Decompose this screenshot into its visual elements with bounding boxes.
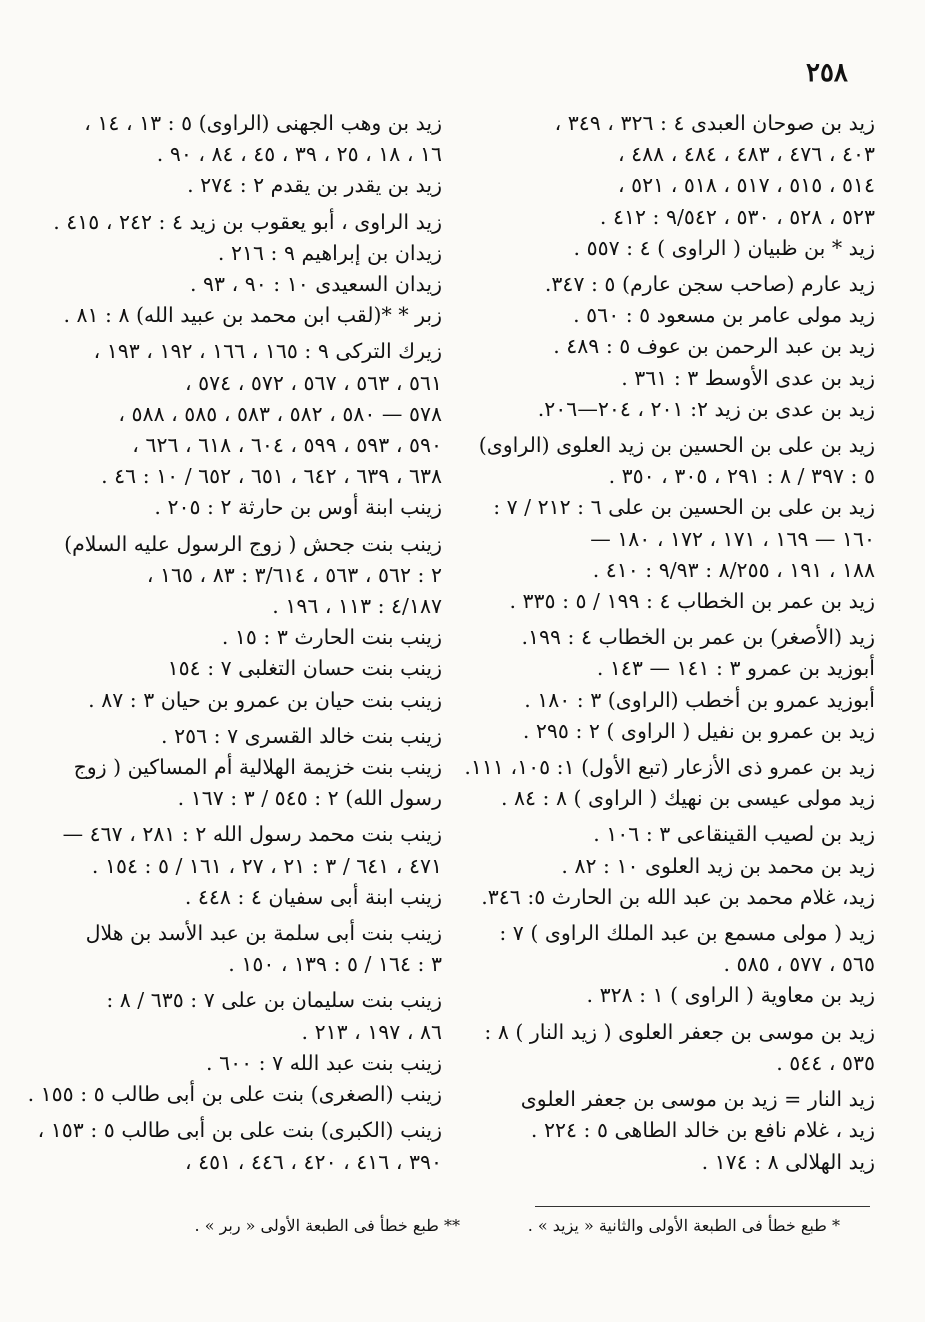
index-line: ١٦٠ — ١٦٩ ، ١٧١ ، ١٧٢ ، ١٨٠ — — [590, 526, 875, 551]
index-line: زينب بنت الحارث ٣ : ١٥ . — [221, 625, 442, 650]
index-line: زيرك التركى ٩ : ١٦٥ ، ١٦٦ ، ١٩٢ ، ١٩٣ ، — [93, 339, 442, 364]
index-line: زيد بن عدى بن زيد ٢: ٢٠١ ، ٢٠٤—٢٠٦. — [537, 396, 875, 421]
index-line: ٥١٤ ، ٥١٥ ، ٥١٧ ، ٥١٨ ، ٥٢١ ، — [618, 173, 875, 198]
index-line: زيد * بن ظبيان ( الراوى ) ٤ : ٥٥٧ . — [573, 235, 875, 260]
index-line: زينب (الكبرى) بنت على بن أبى طالب ٥ : ١٥٣ ، — [37, 1118, 442, 1143]
index-line: ٤٧١ ، ٦٤١ / ٣ : ٢١ ، ٢٧ ، ١٦١ / ٥ : ١٥٤ . — [91, 853, 442, 878]
index-line: زيد بن وهب الجهنى (الراوى) ٥ : ١٣ ، ١٤ ، — [84, 111, 442, 135]
index-line: زينب (الصغرى) بنت على بن أبى طالب ٥ : ١٥٥ . — [27, 1082, 442, 1107]
index-line: زبر * *(لقب ابن محمد بن عبيد الله) ٨ : ٨١ . — [63, 303, 442, 328]
index-line: زيد بن على بن الحسين بن زيد العلوى (الراوى) — [478, 433, 875, 458]
index-line: زيد ( مولى مسمع بن عبد الملك الراوى ) ٧ : — [499, 921, 875, 946]
index-line: زينب بنت سليمان بن على ٧ : ٦٣٥ / ٨ : — [106, 988, 442, 1013]
index-line: ٤/١٨٧ : ١١٣ ، ١٩٦ . — [272, 594, 442, 619]
index-line: زينب بنت محمد رسول الله ٢ : ٢٨١ ، ٤٦٧ — — [62, 822, 442, 847]
index-line: زيد بن يقدر بن يقدم ٢ : ٢٧٤ . — [187, 173, 442, 198]
index-line: ٨٦ ، ١٩٧ ، ٢١٣ . — [301, 1019, 442, 1044]
index-line: ٤٠٣ ، ٤٧٦ ، ٤٨٣ ، ٤٨٤ ، ٤٨٨ ، — [618, 142, 875, 167]
index-column-left — [22, 108, 442, 1178]
index-line: زينب بنت خالد القسرى ٧ : ٢٥٦ . — [161, 723, 442, 748]
index-line: ٥٧٨ — ٥٨٠ ، ٥٨٢ ، ٥٨٣ ، ٥٨٥ ، ٥٨٨ ، — [118, 401, 442, 426]
page-number: ٢٥٨ — [806, 58, 848, 88]
index-line: ٥ : ٣٩٧ / ٨ : ٢٩١ ، ٣٠٥ ، ٣٥٠ . — [608, 464, 875, 489]
index-line: زينب ابنة أبى سفيان ٤ : ٤٤٨ . — [184, 884, 442, 909]
index-line: زيد الراوى ، أبو يعقوب بن زيد ٤ : ٢٤٢ ، ٤١٥ . — [53, 209, 442, 234]
index-line: رسول الله) ٢ : ٥٤٥ / ٣ : ١٦٧ . — [177, 786, 442, 811]
index-line: زيد بن على بن الحسين بن على ٦ : ٢١٢ / ٧ : — [493, 495, 875, 520]
index-line: زيد بن محمد بن زيد العلوى ١٠ : ٨٢ . — [561, 853, 875, 878]
index-line: زيد ، غلام نافع بن خالد الطاهى ٥ : ٢٢٤ . — [530, 1118, 875, 1143]
index-line: زيد بن عمرو ذى الأزعار (تبع الأول) ١: ١٠٥، ١١١. — [464, 755, 875, 780]
index-line: زينب بنت حسان التغلبى ٧ : ١٥٤ — [167, 656, 442, 681]
index-line: زيد النار = زيد بن موسى بن جعفر العلوى — [520, 1087, 875, 1112]
index-line: زينب بنت حيان بن عمرو بن حيان ٣ : ٨٧ . — [88, 687, 442, 712]
index-line: أبوزيد عمرو بن أخطب (الراوى) ٣ : ١٨٠ . — [524, 687, 875, 712]
index-line: زيد بن عدى الأوسط ٣ : ٣٦١ . — [621, 365, 875, 390]
index-line: زينب ابنة أوس بن حارثة ٢ : ٢٠٥ . — [154, 495, 442, 520]
index-line: ٣ : ١٦٤ / ٥ : ١٣٩ ، ١٥٠ . — [228, 952, 442, 977]
index-line: ٥٦١ ، ٥٦٣ ، ٥٦٧ ، ٥٧٢ ، ٥٧٤ ، — [185, 370, 442, 395]
index-line: زيد بن موسى بن جعفر العلوى ( زيد النار ) ٨ : — [484, 1019, 875, 1044]
index-line: ٥٣٥ ، ٥٤٤ . — [776, 1050, 875, 1075]
index-line: زينب بنت جحش ( زوج الرسول عليه السلام) — [64, 531, 442, 556]
index-line: زيد بن صوحان العبدى ٤ : ٣٢٦ ، ٣٤٩ ، — [554, 111, 875, 135]
index-line: زيد (الأصغر) بن عمر بن الخطاب ٤ : ١٩٩. — [521, 625, 875, 650]
index-line: زيد مولى عيسى بن نهيك ( الراوى ) ٨ : ٨٤ . — [500, 786, 875, 811]
index-line: ٥٩٠ ، ٥٩٣ ، ٥٩٩ ، ٦٠٤ ، ٦١٨ ، ٦٢٦ ، — [132, 433, 442, 458]
index-line: زيد بن معاوية ( الراوى ) ١ : ٣٢٨ . — [586, 983, 875, 1008]
index-line: زيدان السعيدى ١٠ : ٩٠ ، ٩٣ . — [189, 272, 442, 297]
footnote-left: ** طبع خطأ فى الطبعة الأولى « ربر » . — [194, 1216, 460, 1235]
index-line: زيد الهلالى ٨ : ١٧٤ . — [701, 1149, 875, 1174]
index-line: زيد بن عبد الرحمن بن عوف ٥ : ٤٨٩ . — [553, 334, 875, 359]
index-line: ١٦ ، ١٨ ، ٢٥ ، ٣٩ ، ٤٥ ، ٨٤ ، ٩٠ . — [156, 142, 442, 167]
index-line: زيد مولى عامر بن مسعود ٥ : ٥٦٠ . — [573, 303, 875, 328]
index-line: ٣٩٠ ، ٤١٦ ، ٤٢٠ ، ٤٤٦ ، ٤٥١ ، — [185, 1149, 442, 1174]
index-line: زيد بن عمر بن الخطاب ٤ : ١٩٩ / ٥ : ٣٣٥ . — [509, 589, 875, 614]
index-column-right — [455, 108, 875, 1178]
footnote-right: * طبع خطأ فى الطبعة الأولى والثانية « يزيد » . — [527, 1216, 840, 1235]
index-line: زيد بن عمرو بن نفيل ( الراوى ) ٢ : ٢٩٥ . — [522, 718, 875, 743]
index-line: ٢ : ٥٦٢ ، ٥٦٣ ، ٣/٦١٤ : ٨٣ ، ١٦٥ ، — [146, 562, 442, 587]
index-line: ٥٢٣ ، ٥٢٨ ، ٥٣٠ ، ٩/٥٤٢ : ٤١٢ . — [599, 204, 875, 229]
index-line: أبوزيد بن عمرو ٣ : ١٤١ — ١٤٣ . — [596, 656, 875, 681]
footnote-divider — [535, 1206, 870, 1207]
index-line: زينب بنت عبد الله ٧ : ٦٠٠ . — [206, 1050, 442, 1075]
index-line: زيد عارم (صاحب سجن عارم) ٥ : ٣٤٧. — [544, 272, 875, 297]
index-line: زيدان بن إبراهيم ٩ : ٢١٦ . — [217, 240, 442, 265]
index-line: زينب بنت أبى سلمة بن عبد الأسد بن هلال — [85, 921, 442, 946]
index-line: ٥٦٥ ، ٥٧٧ ، ٥٨٥ . — [723, 952, 875, 977]
index-line: زيد، غلام محمد بن عبد الله بن الحارث ٥: ٣٤٦. — [481, 884, 875, 909]
index-line: زيد بن لصيب القينقاعى ٣ : ١٠٦ . — [593, 822, 875, 847]
index-line: ٦٣٨ ، ٦٣٩ ، ٦٤٢ ، ٦٥١ ، ٦٥٢ / ١٠ : ٤٦ . — [101, 464, 442, 489]
index-line: زينب بنت خزيمة الهلالية أم المساكين ( زوج — [73, 755, 442, 780]
index-line: ١٨٨ ، ١٩١ ، ٨/٢٥٥ : ٩/٩٣ : ٤١٠ . — [592, 557, 875, 582]
